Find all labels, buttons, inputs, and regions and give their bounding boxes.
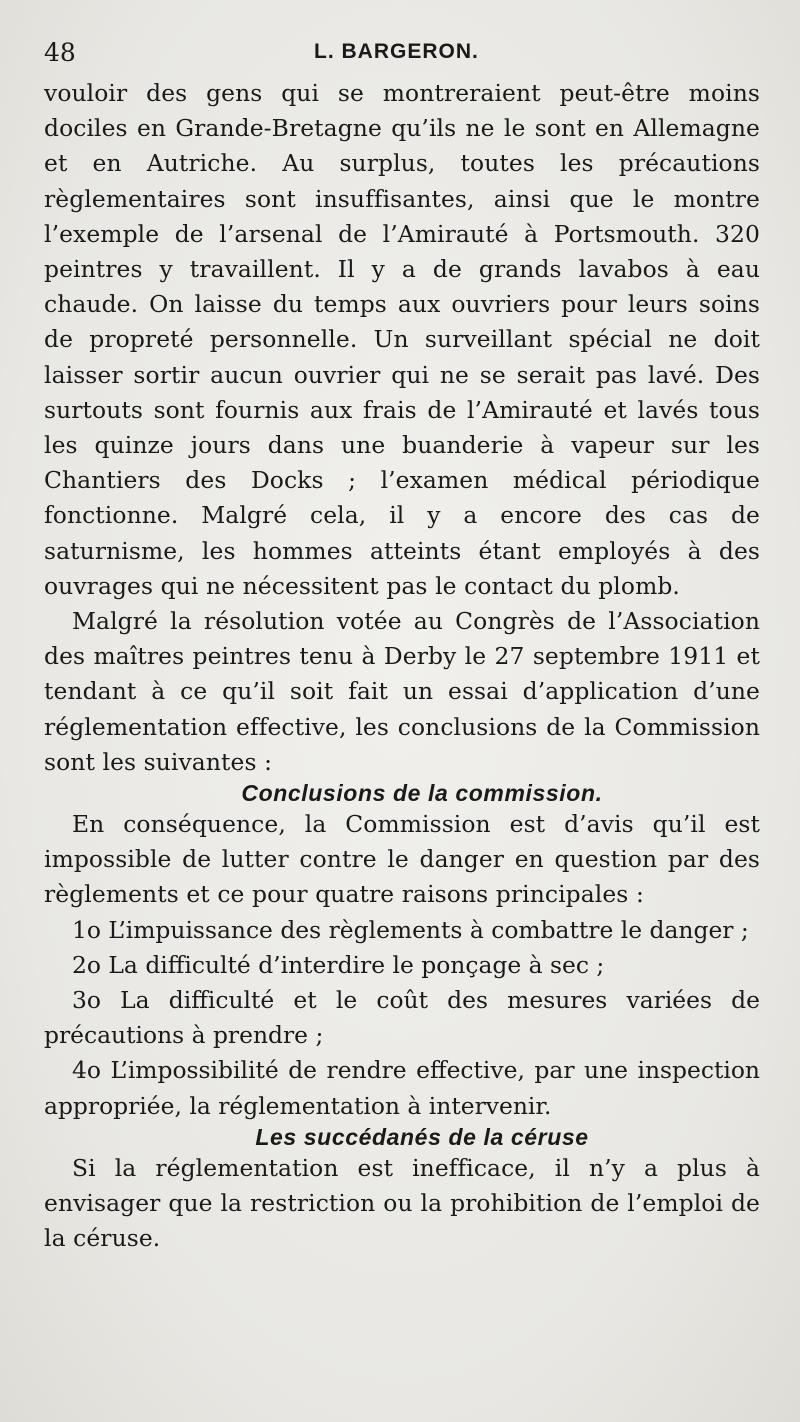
section-heading-succedanes: Les succédanés de la céruse <box>255 1123 589 1150</box>
list-item-2: 2o La difficulté d’interdire le ponçage à sec ; <box>72 950 605 979</box>
list-item-4: 4o L’impossibilité de rendre effective, par une inspection appropriée, la réglementation à intervenir. <box>44 1056 760 1120</box>
paragraph-1: vouloir des gens qui se montreraient peut-être moins dociles en Grande-Bretagne qu’ils ne le sont en Allemagne et en Autriche. Au surplus, toutes les précautions règlementaires sont insuffisantes, ainsi que le montre l’exemple de l’arsenal de l’Amirauté à Portsmouth. 320 peintres y travaillent. Il y a de grands lavabos à eau chaude. On laisse du temps aux ouvriers pour leurs soins de propreté personnelle. Un surveillant spécial ne doit laisser sortir aucun ouvrier qui ne se serait pas lavé. Des surtouts sont fournis aux frais de l’Amirauté et lavés tous les quinze jours dans une buanderie à vapeur sur les Chantiers des Docks ; l’examen médical périodique fonctionne. Malgré cela, il y a encore des cas de saturnisme, les hommes atteints étant employés à des ouvrages qui ne nécessitent pas le contact du plomb. <box>44 79 760 600</box>
running-head-author: L. BARGERON. <box>314 40 479 63</box>
running-head <box>44 36 760 76</box>
paragraph-3: En conséquence, la Commission est d’avis qu’il est impossible de lutter contre le danger en question par des règlements et ce pour quatre raisons principales : <box>44 810 760 909</box>
section-heading-conclusions: Conclusions de la commission. <box>241 780 603 807</box>
list-item-3: 3o La difficulté et le coût des mesures variées de précautions à prendre ; <box>44 986 760 1050</box>
page-number: 48 <box>44 38 76 67</box>
paragraph-4: Si la réglementation est inefficace, il n’y a plus à envisager que la restriction ou la prohibition de l’emploi de la céruse. <box>44 1153 760 1253</box>
paragraph-2: Malgré la résolution votée au Congrès de l’Association des maîtres peintres tenu à Derby le 27 septembre 1911 et tendant à ce qu’il soit fait un essai d’application d’une réglementation effective, les conclusions de la Commission sont les suivantes : <box>44 607 760 776</box>
list-item-1: 1o L’impuissance des règlements à combattre le danger ; <box>72 915 749 944</box>
